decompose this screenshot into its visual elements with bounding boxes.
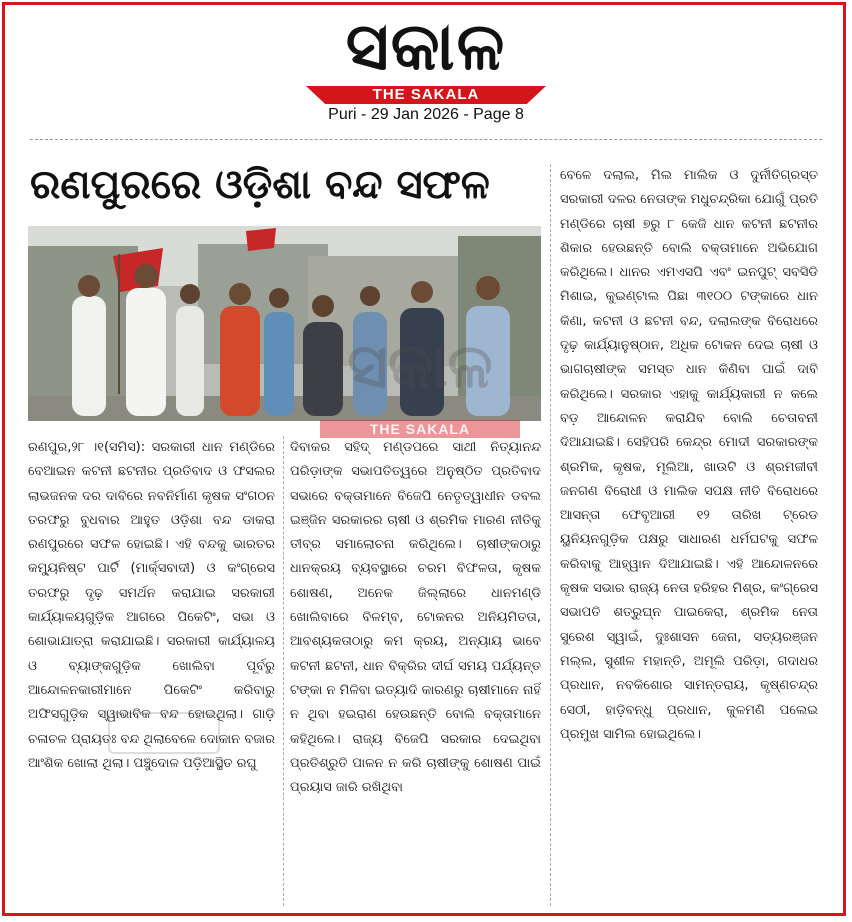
dateline: Puri - 29 Jan 2026 - Page 8 [328,106,524,123]
watermark-logo: ସକାଳ [347,329,493,402]
brand-name: THE SAKALA [372,86,480,103]
watermark-brand-name: THE SAKALA [369,421,471,437]
protest-group-photo [28,226,541,421]
column-divider [283,436,284,906]
article-headline: ରଣପୁରରେ ଓଡ଼ିଶା ବନ୍ଦ ସଫଳ [30,162,490,208]
logo-text: ସକାଳ [345,8,507,85]
article-column-2: ଦିବାକର ସହିଦ୍ ମଣ୍ଡପରେ ସାଥୀ ନିତ୍ୟାନନ୍ଦ ପରିଡ଼ାଙ୍କ ସଭାପତିତ୍ୱରେ ଅନୁଷ୍ଠିତ ପ୍ରତିବାଦ ସଭାରେ ବକ୍ତାମାନେ ବିଜେପି ନେତୃତ୍ୱାଧୀନ ଡବଲ ଇଞ୍ଜିନ ସରକାରର ଚାଷୀ ଓ ଶ୍ରମିକ ମାରଣ ନୀତିକୁ ତୀବ୍ର ସମାଲୋଚନା କରିଥିଲେ। ଚାଷୀଙ୍କଠାରୁ ଧାନକ୍ରୟ ବ୍ୟବସ୍ଥାରେ ଚରମ ବିଫଳତା, କୃଷକ ଶୋଷଣ, ଅନେକ ଜିଲ୍ଲାରେ ଧାନମଣ୍ଡି ଖୋଲିବାରେ ବିଳମ୍ବ, ଟୋକନର ଅନିୟମିତତା, ଆବଶ୍ୟକତାଠାରୁ କମ କ୍ରୟ, ଅନ୍ୟାୟ ଭାବେ କଟନୀ ଛଟନୀ, ଧାନ ବିକ୍ରିର ଦୀର୍ଘ ସମୟ ପର୍ଯ୍ୟନ୍ତ ଟଙ୍କା ନ ମିଳିବା ଇତ୍ୟାଦି କାରଣରୁ ଚାଷୀମାନେ ନାହିଁ ନ ଥିବା ହଇରାଣ ହେଉଛନ୍ତି ବୋଲି ବକ୍ତାମାନେ କହିଥିଲେ। ରାଜ୍ୟ ବିଜେପି ସରକାର ଦେଇଥିବା ପ୍ରତିଶ୍ରୁତି ପାଳନ ନ କରି ଚାଷୀଙ୍କୁ ଶୋଷଣ ପାଇଁ ପ୍ରୟାସ ଜାରି ରଖିଥିବା [290,440,541,796]
header-divider [30,139,822,140]
newspaper-logo [276,4,576,90]
article-photo [28,226,541,421]
article-column-3: ବେଳେ ଦଲାଲ, ମିଲ ମାଲିକ ଓ ଦୁର୍ନୀତିଗ୍ରସ୍ତ ସରକାରୀ ଦଳର ନେତାଙ୍କ ମଧୁଚନ୍ଦ୍ରିକା ଯୋଗୁଁ ପ୍ରତି ମଣ୍ଡିରେ ଚାଷୀ ୭ରୁ ୮ କେଜି ଧାନ କଟନୀ ଛଟନୀର ଶିକାର ହେଉଛନ୍ତି ବୋଲି ବକ୍ତାମାନେ ଅଭିଯୋଗ କରିଥିଲେ। ଧାନର ଏମଏସପି ଏବଂ ଇନପୁଟ୍ ସବସିଡି ମିଶାଇ, କୁଇଣ୍ଟାଲ ପିଛା ୩୧୦୦ ଟଙ୍କାରେ ଧାନ କିଣା, କଟନୀ ଓ ଛଟନୀ ବନ୍ଦ, ଦଲାଲଙ୍କ ବିରୋଧରେ ଦୃଢ଼ କାର୍ଯ୍ୟାନୁଷ୍ଠାନ, ଅଧିକ ଟୋକନ ଦେଇ ଚାଷୀ ଓ ଭାଗଚାଷୀଙ୍କ ସମସ୍ତ ଧାନ କିଣିବା ପାଇଁ ଦାବି କରିଥିଲେ। ସରକାର ଏହାକୁ କାର୍ଯ୍ୟକାରୀ ନ କଲେ ବଡ଼ ଆନ୍ଦୋଳନ କରାଯିବ ବୋଲି ଚେତାବନୀ ଦିଆଯାଇଛି। ସେହିପରି କେନ୍ଦ୍ର ମୋଦୀ ସରକାରଙ୍କ ଶ୍ରମିକ, କୃଷକ, ମୂଲିଆ, ଖାଉଟି ଓ ଶ୍ରମଜୀବୀ ଜନଗଣ ବିରୋଧୀ ଓ ମାଲିକ ସପକ୍ଷ ନୀତି ବିରୋଧରେ ଆସନ୍ତା ଫେବୃଆରୀ ୧୨ ତାରିଖ ଟ୍ରେଡ ୟୁନିୟନଗୁଡ଼ିକ ପକ୍ଷରୁ ସାଧାରଣ ଧର୍ମଘଟକୁ ସଫଳ କରିବାକୁ ଆହ୍ୱାନ ଦିଆଯାଇଛି। ଏହି ଆନ୍ଦୋଳନରେ କୃଷକ ସଭାର ରାଜ୍ୟ ନେତା ହରିହର ମିଶ୍ର, କଂଗ୍ରେସ ସଭାପତି ଶତ୍ରୁଘ୍ନ ପାଇକେରା, ଶ୍ରମିକ ନେତା ସୁରେଶ ସ୍ୱାଇଁ, ଦୁଃଶାସନ ଜେନା, ସତ୍ୟରଞ୍ଜନ ମଲ୍ଲ, ସୁଶୀଳ ମହାନ୍ତି, ଅମୂଲି ପରିଡ଼ା, ଗଦାଧର ପ୍ରଧାନ, ନବକିଶୋର ସାମନ୍ତରାୟ, କୃଷ୍ଣଚନ୍ଦ୍ର ସେଠୀ, ହାଡ଼ିବନ୍ଧୁ ପ୍ରଧାନ, କୁଳମଣି ପଲେଇ ପ୍ରମୁଖ ସାମିଲ ହୋଇଥିଲେ। [560,168,818,742]
column-divider [550,164,551,906]
article-column-1: ରଣପୁର,୨୮ ।୧(ସମିସ): ସରକାରୀ ଧାନ ମଣ୍ଡିରେ ବେଆଇନ କଟନୀ ଛଟନୀର ପ୍ରତିବାଦ ଓ ଫସଲର ଲାଭଜନକ ଦର ଦାବିରେ ନବନିର୍ମାଣ କୃଷକ ସଂଗଠନ ତରଫରୁ ବୁଧବାର ଆହୁତ ଓଡ଼ିଶା ବନ୍ଦ ଡାକରା ରଣପୁରରେ ସଫଳ ହୋଇଛି। ଏହି ବନ୍ଦକୁ ଭାରତର କମ୍ୟୁନିଷ୍ଟ ପାର୍ଟି (ମାର୍କ୍ସବାଦୀ) ଓ କଂଗ୍ରେସ ତରଫରୁ ଦୃଢ଼ ସମର୍ଥନ କରାଯାଇ ସରକାରୀ କାର୍ଯ୍ୟାଳୟଗୁଡ଼ିକ ଆଗରେ ପିକେଟିଂ, ସଭା ଓ ଶୋଭାଯାତ୍ରା କରାଯାଇଛି। ସରକାରୀ କାର୍ଯ୍ୟାଳୟ ଓ ବ୍ୟାଙ୍କଗୁଡ଼ିକ ଖୋଲିବା ପୂର୍ବରୁ ଆନ୍ଦୋଳନକାରୀମାନେ ପିକେଟିଂ କରିବାରୁ ଅଫିସଗୁଡ଼ିକ ସ୍ୱାଭାବିକ ବନ୍ଦ ହୋଇଥିଲା। ଗାଡ଼ି ଚଳାଚଳ ପ୍ରାୟତଃ ବନ୍ଦ ଥିଲାବେଳେ ଦୋକାନ ବଜାର ଆଂଶିକ ଖୋଲା ଥିଲା। ପଞ୍ଚୁଦୋଳ ପଡ଼ିଆସ୍ଥିତ ରଘୁ [28,440,275,771]
masthead [0,0,852,140]
